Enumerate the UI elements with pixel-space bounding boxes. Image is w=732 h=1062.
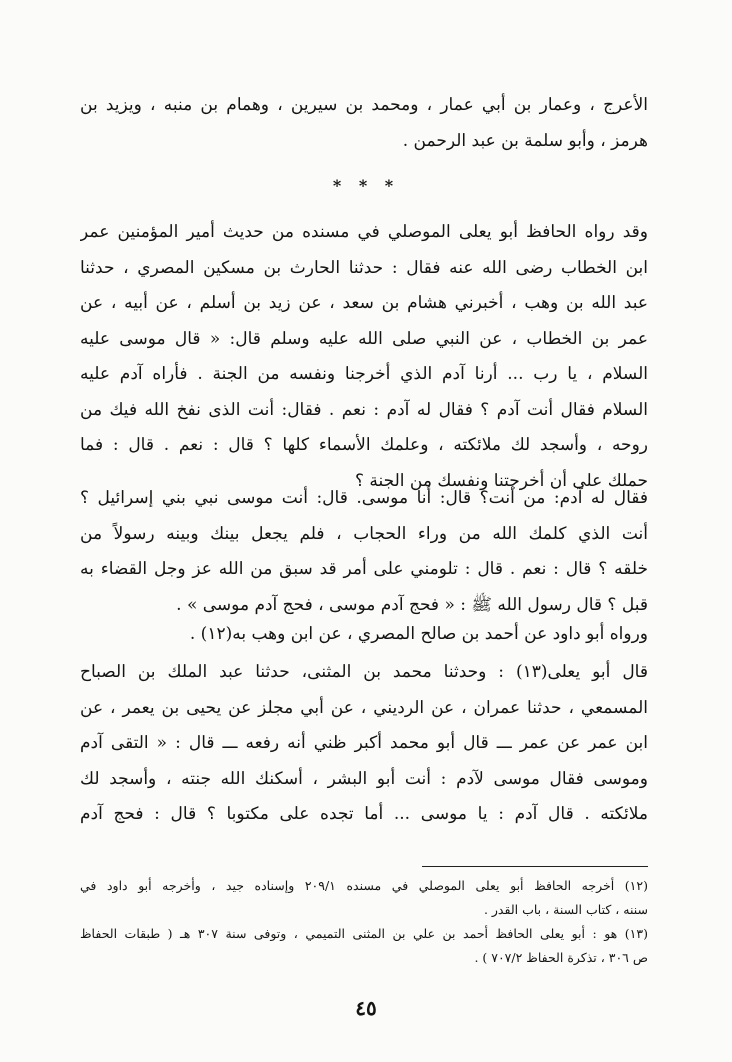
text-line: وموسى فقال موسى لآدم : أنت أبو البشر ، أسكنك الله جنته ، وأسجد لك bbox=[80, 768, 648, 789]
paragraph-second-narration bbox=[80, 655, 648, 833]
section-separator: * * * bbox=[332, 176, 400, 195]
footnote-line: سننه ، كتاب السنة ، باب القدر . bbox=[483, 902, 648, 917]
page-number: ٤٥ bbox=[355, 996, 377, 1020]
text-line: هرمز ، وأبو سلمة بن عبد الرحمن . bbox=[402, 130, 648, 151]
text-line: خلقه ؟ قال : نعم . قال : تلومني على أمر قد سبق من الله عز وجل القضاء به bbox=[80, 559, 648, 579]
paragraph-adam-reply bbox=[80, 481, 648, 623]
text-line: المسمعي ، حدثنا عمران ، عن الرديني ، عن أبي مجلز عن يحيى بن يعمر ، عن bbox=[80, 697, 648, 718]
text-line: الأعرج ، وعمار بن أبي عمار ، ومحمد بن سيرين ، وهمام بن منبه ، ويزيد بن bbox=[80, 95, 648, 115]
text-line: قال أبو يعلى(١٣) : وحدثنا محمد بن المثنى، حدثنا عبد الملك بن الصباح bbox=[80, 662, 648, 682]
paragraph-abu-dawud bbox=[80, 617, 648, 653]
text-line: فقال له آدم: من أنت؟ قال: أنا موسى. قال: أنت موسى نبي بني إسرائيل ؟ bbox=[80, 488, 648, 508]
text-line: ابن الخطاب رضى الله عنه فقال : حدثنا الحارث بن مسكين المصري ، حدثنا bbox=[80, 257, 648, 278]
text-line: ورواه أبو داود عن أحمد بن صالح المصري ، عن ابن وهب به(١٢) . bbox=[189, 624, 648, 644]
footnote-divider bbox=[422, 866, 648, 867]
text-line: أنت الذي كلمك الله من وراء الحجاب ، فلم يجعل بينك وبينه رسولاً من bbox=[80, 523, 648, 544]
footnote-line: (١٢) أخرجه الحافظ أبو يعلى الموصلي في مسنده ٢٠٩/١ وإسناده جيد ، وأخرجه أبو داود في bbox=[80, 878, 648, 893]
text-line: السلام فقال أنت آدم ؟ فقال له آدم : نعم . فقال: أنت الذى نفخ الله فيك من bbox=[80, 399, 648, 420]
text-line: عمر بن الخطاب ، عن النبي صلى الله عليه وسلم قال: « قال موسى عليه bbox=[80, 328, 648, 349]
text-line: حملك على أن أخرجتنا ونفسك من الجنة ؟ bbox=[354, 470, 648, 491]
footnote-line: ص ٣٠٦ ، تذكرة الحفاظ ٧٠٧/٢ ) . bbox=[474, 950, 648, 965]
text-line: ابن عمر عن عمر ـــ قال أبو محمد أكبر ظني أنه رفعه ـــ قال : « التقى آدم bbox=[80, 733, 648, 753]
footnote-line: (١٣) هو : أبو يعلى الحافظ أحمد بن علي بن المثنى التميمي ، وتوفى سنة ٣٠٧ هـ ( طبقات الحفاظ bbox=[80, 926, 648, 941]
text-line: ملائكته . قال آدم : يا موسى ... أما تجده على مكتوبا ؟ قال : فحج آدم bbox=[80, 804, 648, 824]
paragraph-abu-yala-narration bbox=[80, 215, 648, 499]
text-line: السلام ، يا رب ... أرنا آدم الذي أخرجنا ونفسه من الجنة . فأراه آدم عليه bbox=[80, 364, 648, 384]
footnotes bbox=[80, 874, 648, 970]
text-line: وقد رواه الحافظ أبو يعلى الموصلي في مسنده من حديث أمير المؤمنين عمر bbox=[80, 222, 648, 242]
text-line: روحه ، وأسجد لك ملائكته ، وعلمك الأسماء كلها ؟ قال : نعم . قال : فما bbox=[80, 435, 648, 455]
text-line: عبد الله بن وهب ، أخبرني هشام بن سعد ، عن زيد بن أسلم ، عن أبيه ، عن bbox=[80, 293, 648, 313]
intro-paragraph bbox=[80, 88, 648, 159]
text-line: قبل ؟ قال رسول الله ﷺ : « فحج آدم موسى ، فحج آدم موسى » . bbox=[176, 594, 648, 615]
